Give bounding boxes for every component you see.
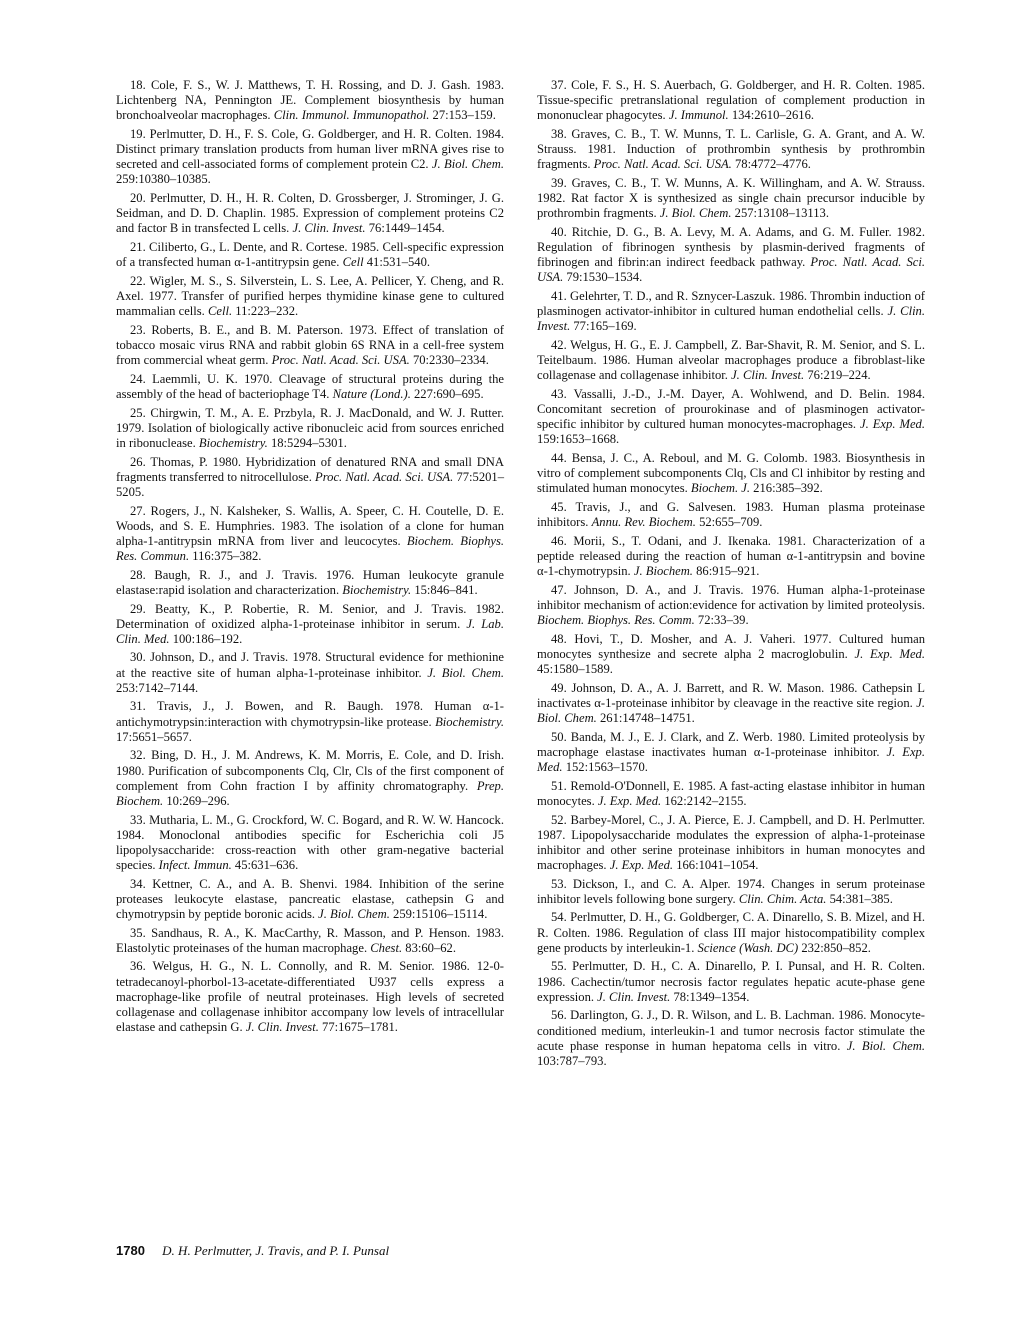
reference-journal: J. Biochem. — [633, 564, 693, 579]
reference-citation: 259:10380–10385. — [116, 172, 211, 187]
reference-number: 54. — [551, 910, 567, 925]
reference-column-left — [116, 78, 504, 1039]
reference-citation: 100:186–192. — [172, 631, 243, 646]
reference-entry — [116, 274, 504, 319]
reference-citation: 159:1653–1668. — [537, 432, 620, 447]
reference-text: Welgus, H. G., E. J. Campbell, Z. Bar-Shavit, R. M. Senior, and S. L. Teitelbaum. 1986. Human alveolar macrophages produce a fibroblast-like collagenase and collagenase inhibitor. — [537, 338, 926, 383]
reference-journal: Clin. Immunol. Immunopathol. — [273, 108, 430, 123]
reference-journal: Infect. Immun. — [158, 858, 232, 872]
reference-journal: J. Biol. Chem. — [537, 695, 925, 726]
reference-text: Travis, J., and G. Salvesen. 1983. Human plasma proteinase inhibitors. — [537, 500, 925, 530]
reference-citation: 216:385–392. — [753, 481, 823, 496]
page-footer — [116, 1243, 389, 1259]
reference-journal: Prep. Biochem. — [116, 778, 504, 808]
reference-citation: 72:33–39. — [697, 613, 749, 628]
reference-entry — [537, 500, 925, 530]
reference-entry — [116, 877, 504, 922]
reference-journal: J. Exp. Med. — [854, 646, 925, 661]
reference-text: Ritchie, D. G., B. A. Levy, M. A. Adams, and G. M. Fuller. 1982. Regulation of fibrinogen synthesis by plasmin-derived fragments of fibrinogen and fibrin:an indirect feedback pathway. — [537, 224, 925, 270]
reference-entry — [537, 583, 925, 628]
reference-journal: Science (Wash. DC) — [697, 940, 799, 955]
page-number: 1780 — [116, 1243, 145, 1258]
reference-citation: 257:13108–13113. — [734, 206, 829, 221]
reference-number: 20. — [130, 191, 146, 206]
reference-text: Graves, C. B., T. W. Munns, T. L. Carlisle, G. A. Grant, and A. W. Strauss. 1981. Induction of prothrombin synthesis by prothrombin fragments. — [537, 126, 925, 172]
reference-number: 28. — [130, 567, 146, 582]
reference-citation: 227:690–695. — [414, 386, 484, 401]
reference-citation: 41:531–540. — [366, 255, 431, 270]
reference-entry — [537, 877, 925, 907]
reference-entry — [116, 78, 504, 123]
reference-text: Remold-O'Donnell, E. 1985. A fast-acting elastase inhibitor in human monocytes. — [537, 778, 925, 808]
reference-entry — [537, 681, 925, 726]
reference-journal: J. Clin. Invest. — [731, 368, 805, 383]
reference-number: 23. — [130, 322, 146, 337]
reference-entry — [116, 959, 504, 1035]
reference-text: Wigler, M. S., S. Silverstein, L. S. Lee, A. Pellicer, Y. Cheng, and R. Axel. 1977. Transfer of purified herpes thymidine kinase gene to cultured mammalian cells. — [116, 273, 504, 319]
reference-number: 46. — [551, 533, 567, 548]
reference-entry — [116, 748, 504, 809]
reference-journal: Proc. Natl. Acad. Sci. USA. — [315, 469, 454, 484]
reference-journal: Biochemistry. — [198, 435, 268, 450]
reference-number: 25. — [130, 405, 146, 420]
reference-citation: 54:381–385. — [829, 891, 893, 906]
reference-entry — [537, 78, 925, 123]
reference-citation: 78:4772–4776. — [735, 157, 811, 172]
reference-citation: 27:153–159. — [432, 108, 496, 123]
reference-journal: J. Biol. Chem. — [659, 206, 732, 221]
reference-text: Graves, C. B., T. W. Munns, A. K. Willingham, and A. W. Strauss. 1982. Rat factor X is synthesized as single chain precursor inducible by prothrombin fragments. — [537, 175, 925, 221]
reference-number: 48. — [551, 631, 567, 646]
reference-text: Johnson, D., and J. Travis. 1978. Structural evidence for methionine at the reactive site of human alpha-1-proteinase inhibitor. — [116, 650, 504, 680]
reference-citation: 86:915–921. — [696, 564, 760, 579]
running-authors: D. H. Perlmutter, J. Travis, and P. I. Punsal — [162, 1243, 390, 1258]
reference-number: 41. — [551, 289, 567, 304]
reference-entry — [537, 225, 925, 286]
reference-entry — [537, 1008, 925, 1069]
reference-journal: Annu. Rev. Biochem. — [591, 515, 696, 530]
reference-number: 35. — [130, 925, 146, 940]
reference-number: 39. — [551, 175, 567, 190]
reference-citation: 79:1530–1534. — [566, 270, 643, 285]
reference-text: Thomas, P. 1980. Hybridization of denatured RNA and small DNA fragments transferred to nitrocellulose. — [116, 454, 504, 484]
reference-citation: 18:5294–5301. — [270, 435, 347, 450]
reference-journal: J. Exp. Med. — [537, 744, 925, 775]
reference-number: 56. — [551, 1008, 567, 1023]
reference-journal: Proc. Natl. Acad. Sci. USA. — [593, 157, 732, 172]
reference-text: Ciliberto, G., L. Dente, and R. Cortese. 1985. Cell-specific expression of a transfected human α-1-antitrypsin gene. — [116, 240, 504, 270]
reference-citation: 15:846–841. — [414, 582, 478, 597]
reference-journal: J. Biol. Chem. — [846, 1038, 925, 1053]
reference-citation: 76:219–224. — [807, 368, 871, 383]
reference-text: Darlington, G. J., D. R. Wilson, and L. B. Lachman. 1986. Monocyte-conditioned medium, interleukin-1 and tumor necrosis factor stimulate the acute phase response in human hepatoma cells in vitro. — [537, 1008, 925, 1053]
reference-entry — [116, 926, 504, 956]
reference-citation: 152:1563–1570. — [565, 760, 648, 775]
reference-entry — [116, 504, 504, 565]
reference-text: Bing, D. H., J. M. Andrews, K. M. Morris, E. Cole, and D. Irish. 1980. Purification of subcomponents Clq, Clr, Cls of the first component of complement from Cohn fraction I by affinity chromatography. — [116, 748, 504, 793]
reference-journal: Proc. Natl. Acad. Sci. USA. — [537, 255, 926, 285]
reference-number: 49. — [551, 680, 567, 695]
reference-citation: 11:223–232. — [235, 304, 299, 319]
reference-text: Gelehrter, T. D., and R. Sznycer-Laszuk. 1986. Thrombin induction of plasminogen activator-inhibitor in cultured human endothelial cells. — [537, 289, 925, 319]
reference-entry — [116, 813, 504, 874]
reference-text: Morii, S., T. Odani, and J. Ikenaka. 1981. Characterization of a peptide released during the reaction of human α-1-antitrypsin and bovine α-1-chymotrypsin. — [537, 533, 925, 579]
reference-text: Johnson, D. A., A. J. Barrett, and R. W. Mason. 1986. Cathepsin L inactivates α-1-proteinase inhibitor by cleavage in the reactive site region. — [537, 680, 925, 710]
reference-number: 52. — [551, 812, 567, 827]
reference-entry — [116, 127, 504, 188]
reference-text: Johnson, D. A., and J. Travis. 1976. Human alpha-1-proteinase inhibitor mechanism of action:evidence for activation by limited proteolysis. — [537, 582, 925, 612]
reference-citation: 52:655–709. — [699, 515, 763, 530]
reference-entry — [116, 650, 504, 695]
reference-entry — [116, 372, 504, 402]
reference-citation: 103:787–793. — [537, 1053, 607, 1068]
reference-text: Cole, F. S., W. J. Matthews, T. H. Rossing, and D. J. Gash. 1983. Lichtenberg NA, Pennington JE. Complement biosynthesis by human bronchoalveolar macrophages. — [116, 78, 504, 123]
reference-entry — [537, 387, 925, 448]
reference-journal: J. Exp. Med. — [860, 417, 925, 432]
reference-journal: Clin. Chim. Acta. — [738, 891, 827, 906]
reference-text: Banda, M. J., E. J. Clark, and Z. Werb. 1980. Limited proteolysis by macrophage elastase inactivates human α-1-proteinase inhibitor. — [537, 729, 925, 759]
reference-number: 27. — [130, 503, 146, 518]
reference-number: 42. — [551, 338, 567, 352]
reference-number: 32. — [130, 748, 146, 763]
reference-entry — [116, 699, 504, 744]
reference-entry — [537, 176, 925, 221]
reference-citation: 45:631–636. — [234, 858, 299, 872]
reference-citation: 83:60–62. — [405, 940, 456, 955]
reference-text: Perlmutter, D. H., F. S. Cole, G. Goldberger, and H. R. Colten. 1984. Distinct primary translation products from human liver mRNA gives rise to secreted and cell-associated forms of complement protein C2. — [116, 126, 504, 172]
reference-text: Vassalli, J.-D., J.-M. Dayer, A. Wohlwend, and D. Belin. 1984. Concomitant secretion of prourokinase and of plasminogen activator-specific inhibitor by cultured human monocytes-macrophages. — [537, 386, 925, 432]
reference-citation: 77:165–169. — [573, 319, 637, 334]
reference-journal: Biochemistry. — [435, 714, 504, 729]
reference-journal: J. Clin. Invest. — [537, 304, 926, 334]
reference-journal: Cell. — [207, 304, 233, 319]
reference-citation: 253:7142–7144. — [116, 680, 199, 695]
reference-text: Bensa, J. C., A. Reboul, and M. G. Colomb. 1983. Biosynthesis in vitro of complement subcomponents Clq, Cls and Cl inhibitor by resting and stimulated human monocytes. — [537, 451, 925, 496]
reference-entry — [116, 602, 504, 647]
reference-citation: 134:2610–2616. — [731, 108, 815, 123]
reference-entry — [116, 323, 504, 368]
reference-number: 44. — [551, 451, 567, 466]
reference-citation: 116:375–382. — [192, 549, 262, 564]
reference-text: Kettner, C. A., and A. B. Shenvi. 1984. Inhibition of the serine proteases leukocyte elastase, pancreatic elastase, cathepsin G and chymotrypsin by peptide boronic acids. — [116, 876, 505, 921]
reference-citation: 259:15106–15114. — [393, 906, 488, 921]
reference-text: Perlmutter, D. H., H. R. Colten, D. Grossberger, J. Strominger, J. G. Seidman, and D. D. Chaplin. 1985. Expression of complement proteins C2 and factor B in transfected L cells. — [116, 191, 504, 236]
reference-number: 18. — [130, 78, 146, 92]
reference-entry — [537, 959, 925, 1004]
reference-journal: Nature (Lond.). — [332, 386, 411, 401]
reference-number: 29. — [130, 601, 146, 616]
reference-citation: 77:5201–5205. — [116, 469, 505, 499]
reference-number: 36. — [130, 959, 146, 974]
reference-number: 33. — [130, 812, 146, 827]
reference-text: Mutharia, L. M., G. Crockford, W. C. Bogard, and R. W. W. Hancock. 1984. Monoclonal antibodies specific for Escherichia coli J5 lipopolysaccharide: cross-reaction with other gram-negative bacterial species. — [116, 812, 505, 872]
reference-journal: Biochem. J. — [690, 481, 751, 496]
reference-entry — [537, 534, 925, 579]
reference-journal: J. Clin. Invest. — [597, 989, 671, 1004]
reference-text: Rogers, J., N. Kalsheker, S. Wallis, A. Speer, C. H. Coutelle, D. E. Woods, and S. E. Humphries. 1983. The isolation of a clone for human alpha-1-antitrypsin mRNA from liver and leucocytes. — [116, 503, 504, 548]
reference-entry — [116, 191, 504, 236]
reference-citation: 162:2142–2155. — [664, 793, 747, 808]
reference-journal: J. Exp. Med. — [609, 858, 674, 872]
reference-citation: 45:1580–1589. — [537, 662, 613, 677]
reference-number: 19. — [130, 126, 146, 141]
reference-citation: 70:2330–2334. — [412, 353, 489, 368]
reference-journal: J. Biol. Chem. — [427, 665, 505, 680]
reference-text: Travis, J., J. Bowen, and R. Baugh. 1978. Human α-1-antichymotrypsin:interaction with chymotrypsin-like protease. — [116, 699, 505, 729]
reference-number: 30. — [130, 650, 146, 665]
reference-text: Welgus, H. G., N. L. Connolly, and R. M. Senior. 1986. 12-0-tetradecanoyl-phorbol-13-acetate-differentiated U937 cells express a macrophage-like profile of neutral proteinases. High levels of secreted collagenase and collagenase inhibitor accompany low levels of intracellular elastase and cathepsin G. — [116, 959, 505, 1035]
reference-citation: 261:14748–14751. — [599, 711, 695, 726]
reference-number: 31. — [130, 699, 146, 714]
reference-citation: 77:1675–1781. — [322, 1020, 398, 1035]
reference-citation: 76:1449–1454. — [368, 221, 445, 236]
reference-text: Cole, F. S., H. S. Auerbach, G. Goldberger, and H. R. Colten. 1985. Tissue-specific pretranslational regulation of complement production in mononuclear phagocytes. — [537, 78, 925, 123]
reference-journal: Biochem. Biophys. Res. Commun. — [116, 533, 505, 564]
reference-journal: J. Exp. Med. — [597, 793, 662, 808]
reference-text: Roberts, B. E., and B. M. Paterson. 1973. Effect of translation of tobacco mosaic virus RNA and rabbit globin 6S RNA in a cell-free system from commercial wheat germ. — [116, 322, 505, 368]
reference-text: Hovi, T., D. Mosher, and A. J. Vaheri. 1977. Cultured human monocytes synthesize and secrete alpha 2 macroglobulin. — [537, 631, 925, 661]
reference-entry — [116, 568, 504, 598]
reference-citation: 17:5651–5657. — [116, 729, 192, 744]
reference-entry — [537, 730, 925, 775]
reference-number: 55. — [551, 959, 567, 974]
reference-journal: Biochemistry. — [342, 582, 412, 597]
reference-citation: 78:1349–1354. — [673, 989, 750, 1004]
reference-journal: J. Immunol. — [668, 108, 729, 123]
reference-entry — [537, 632, 925, 677]
reference-number: 40. — [551, 224, 567, 239]
reference-entry — [537, 813, 925, 874]
reference-journal: J. Lab. Clin. Med. — [116, 616, 504, 646]
reference-number: 45. — [551, 500, 567, 515]
reference-citation: 166:1041–1054. — [676, 858, 759, 872]
reference-journal: Biochem. Biophys. Res. Comm. — [537, 613, 695, 628]
reference-column-right — [537, 78, 925, 1073]
reference-entry — [537, 127, 925, 172]
reference-number: 38. — [551, 126, 567, 141]
reference-entry — [116, 406, 504, 451]
reference-text: Beatty, K., P. Robertie, R. M. Senior, and J. Travis. 1982. Determination of oxidized alpha-1-proteinase inhibitor in serum. — [116, 601, 504, 631]
reference-text: Perlmutter, D. H., C. A. Dinarello, P. I. Punsal, and H. R. Colten. 1986. Cachectin/tumor necrosis factor regulates hepatic acute-phase gene expression. — [537, 959, 925, 1004]
reference-number: 50. — [551, 729, 567, 744]
reference-text: Laemmli, U. K. 1970. Cleavage of structural proteins during the assembly of the head of bacteriophage T4. — [116, 371, 504, 401]
reference-entry — [537, 451, 925, 496]
reference-journal: J. Biol. Chem. — [431, 157, 505, 172]
reference-entry — [537, 910, 925, 955]
reference-journal: J. Clin. Invest. — [245, 1020, 319, 1035]
reference-entry — [116, 240, 504, 270]
reference-journal: J. Clin. Invest. — [292, 221, 366, 236]
reference-text: Baugh, R. J., and J. Travis. 1976. Human leukocyte granule elastase:rapid isolation and characterization. — [116, 567, 505, 597]
reference-number: 22. — [130, 273, 146, 288]
reference-number: 53. — [551, 876, 567, 891]
reference-citation: 232:850–852. — [801, 940, 871, 955]
reference-text: Perlmutter, D. H., G. Goldberger, C. A. Dinarello, S. B. Mizel, and H. R. Colten. 1986. Regulation of class III major histocompatibility complex gene products by interleukin-1. — [537, 910, 925, 955]
reference-number: 26. — [130, 454, 146, 469]
reference-entry — [537, 779, 925, 809]
reference-number: 24. — [130, 371, 146, 386]
reference-text: Chirgwin, T. M., A. E. Przbyla, R. J. MacDonald, and W. J. Rutter. 1979. Isolation of biologically active ribonucleic acid from sources enriched in ribonuclease. — [116, 405, 504, 450]
reference-citation: 10:269–296. — [166, 793, 230, 808]
reference-journal: Chest. — [370, 940, 403, 955]
reference-text: Sandhaus, R. A., K. MacCarthy, R. Masson, and P. Henson. 1983. Elastolytic proteinases of the human macrophage. — [116, 925, 504, 955]
reference-number: 34. — [130, 876, 146, 891]
reference-entry — [537, 289, 925, 334]
reference-number: 21. — [130, 240, 146, 255]
reference-text: Barbey-Morel, C., J. A. Pierce, E. J. Campbell, and D. H. Perlmutter. 1987. Lipopolysaccharide modulates the expression of alpha-1-proteinase inhibitor and other serine proteinase inhibitors in human monocytes and macrophages. — [537, 812, 925, 872]
reference-journal: Cell — [342, 255, 364, 270]
reference-journal: Proc. Natl. Acad. Sci. USA. — [271, 353, 410, 368]
reference-text: Dickson, I., and C. A. Alper. 1974. Changes in serum proteinase inhibitor levels following bone surgery. — [537, 876, 926, 906]
reference-entry — [116, 455, 504, 500]
reference-number: 47. — [551, 582, 567, 597]
reference-entry — [537, 338, 925, 383]
reference-number: 51. — [551, 778, 567, 793]
reference-journal: J. Biol. Chem. — [318, 906, 390, 921]
reference-number: 37. — [551, 78, 567, 92]
reference-number: 43. — [551, 386, 567, 401]
